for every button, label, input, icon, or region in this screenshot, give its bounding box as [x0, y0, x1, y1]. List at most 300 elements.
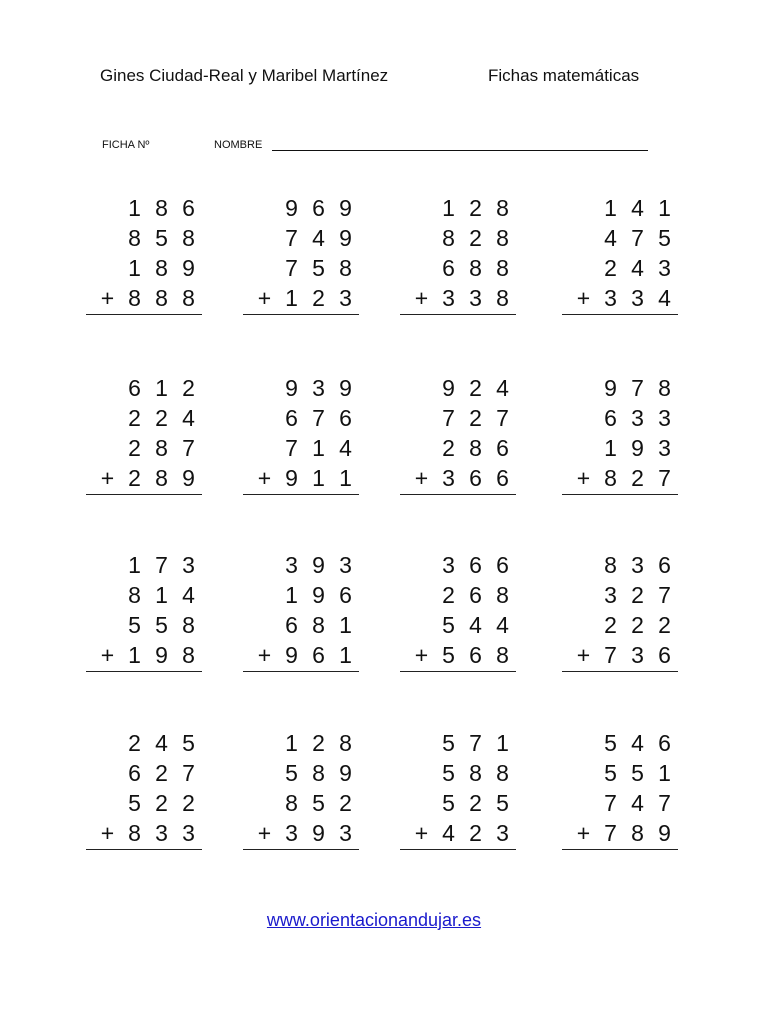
digit: 8 [155, 194, 168, 221]
digit: 3 [631, 284, 644, 311]
addition-problem [560, 550, 678, 672]
digit: 2 [128, 404, 141, 431]
digit: 6 [312, 194, 325, 221]
addend-row [84, 818, 202, 848]
digit: 4 [182, 581, 195, 608]
digit: 5 [442, 729, 455, 756]
digit: 5 [604, 759, 617, 786]
digit: 1 [155, 374, 168, 401]
digit: 4 [631, 194, 644, 221]
addend-row [241, 223, 359, 253]
digit: 6 [469, 551, 482, 578]
digit: 5 [312, 789, 325, 816]
digit: 3 [604, 581, 617, 608]
digit: 3 [339, 284, 352, 311]
digit: 6 [658, 729, 671, 756]
digit: 4 [339, 434, 352, 461]
digit: 1 [604, 434, 617, 461]
digit: 2 [604, 254, 617, 281]
digit: 6 [312, 641, 325, 668]
digit: 6 [658, 551, 671, 578]
addend-row [84, 640, 202, 670]
digit: 6 [285, 404, 298, 431]
digit: 2 [312, 284, 325, 311]
digit: 6 [469, 464, 482, 491]
digit: 8 [604, 464, 617, 491]
addend-row [84, 788, 202, 818]
addend-row [84, 610, 202, 640]
addend-row [398, 818, 516, 848]
digit: 4 [182, 404, 195, 431]
addend-row [241, 403, 359, 433]
author-names: Gines Ciudad-Real y Maribel Martínez [100, 66, 389, 85]
digit: 1 [312, 434, 325, 461]
addend-row [241, 818, 359, 848]
sum-line [400, 671, 516, 672]
digit: 1 [128, 254, 141, 281]
digit: 3 [155, 819, 168, 846]
digit: 9 [339, 224, 352, 251]
digit: 9 [285, 464, 298, 491]
digit: 3 [442, 284, 455, 311]
digit: 9 [312, 581, 325, 608]
digit: 8 [496, 581, 509, 608]
digit: 2 [128, 464, 141, 491]
digit: 8 [469, 759, 482, 786]
addend-row [84, 223, 202, 253]
plus-sign: + [576, 641, 591, 668]
digit: 7 [285, 224, 298, 251]
digit: 9 [285, 374, 298, 401]
addend-row [84, 758, 202, 788]
digit: 3 [496, 819, 509, 846]
plus-sign: + [576, 464, 591, 491]
addition-problem [84, 193, 202, 315]
digit: 4 [155, 729, 168, 756]
digit: 5 [442, 759, 455, 786]
digit: 8 [442, 224, 455, 251]
digit: 3 [658, 434, 671, 461]
addend-row [241, 433, 359, 463]
addition-problem [241, 550, 359, 672]
digit: 4 [631, 789, 644, 816]
digit: 2 [469, 819, 482, 846]
digit: 8 [339, 729, 352, 756]
addend-row [241, 758, 359, 788]
sum-line [562, 849, 678, 850]
digit: 1 [128, 641, 141, 668]
digit: 7 [285, 254, 298, 281]
plus-sign: + [257, 641, 272, 668]
digit: 8 [658, 374, 671, 401]
digit: 5 [496, 789, 509, 816]
addition-problem [398, 373, 516, 495]
digit: 6 [442, 254, 455, 281]
addend-row [560, 403, 678, 433]
digit: 7 [182, 434, 195, 461]
digit: 3 [312, 374, 325, 401]
digit: 8 [182, 611, 195, 638]
addition-problem [560, 728, 678, 850]
addend-row [560, 818, 678, 848]
addend-row [398, 640, 516, 670]
digit: 1 [339, 611, 352, 638]
addition-problem [398, 728, 516, 850]
digit: 2 [469, 194, 482, 221]
sum-line [400, 849, 516, 850]
digit: 3 [442, 551, 455, 578]
addend-row [241, 640, 359, 670]
digit: 6 [469, 641, 482, 668]
plus-sign: + [257, 464, 272, 491]
digit: 2 [631, 464, 644, 491]
digit: 5 [285, 759, 298, 786]
digit: 7 [469, 729, 482, 756]
addend-row [560, 433, 678, 463]
addend-row [241, 463, 359, 493]
digit: 6 [339, 404, 352, 431]
addend-row [398, 193, 516, 223]
digit: 2 [469, 789, 482, 816]
addend-row [398, 788, 516, 818]
addend-row [241, 728, 359, 758]
digit: 9 [339, 374, 352, 401]
digit: 2 [442, 581, 455, 608]
addend-row [84, 728, 202, 758]
digit: 3 [631, 404, 644, 431]
addend-row [398, 283, 516, 313]
digit: 9 [658, 819, 671, 846]
sum-line [562, 314, 678, 315]
addition-problem [398, 193, 516, 315]
addend-row [84, 433, 202, 463]
digit: 8 [182, 224, 195, 251]
digit: 7 [604, 789, 617, 816]
digit: 4 [496, 611, 509, 638]
digit: 2 [658, 611, 671, 638]
digit: 8 [469, 434, 482, 461]
addend-row [84, 580, 202, 610]
digit: 5 [442, 641, 455, 668]
addend-row [84, 463, 202, 493]
plus-sign: + [100, 284, 115, 311]
digit: 8 [155, 464, 168, 491]
digit: 2 [155, 404, 168, 431]
plus-sign: + [576, 284, 591, 311]
digit: 8 [604, 551, 617, 578]
addend-row [84, 373, 202, 403]
digit: 9 [339, 759, 352, 786]
sum-line [86, 671, 202, 672]
addition-problem [84, 550, 202, 672]
plus-sign: + [100, 464, 115, 491]
digit: 3 [339, 819, 352, 846]
digit: 8 [496, 641, 509, 668]
digit: 2 [182, 374, 195, 401]
addend-row [241, 253, 359, 283]
digit: 1 [155, 581, 168, 608]
plus-sign: + [100, 641, 115, 668]
addend-row [241, 610, 359, 640]
digit: 9 [182, 464, 195, 491]
digit: 8 [631, 819, 644, 846]
digit: 7 [658, 789, 671, 816]
digit: 7 [604, 641, 617, 668]
digit: 6 [128, 374, 141, 401]
sum-line [243, 849, 359, 850]
digit: 3 [658, 404, 671, 431]
digit: 7 [312, 404, 325, 431]
addend-row [560, 640, 678, 670]
plus-sign: + [100, 819, 115, 846]
digit: 8 [312, 759, 325, 786]
digit: 9 [312, 819, 325, 846]
digit: 5 [658, 224, 671, 251]
plus-sign: + [257, 284, 272, 311]
digit: 9 [285, 641, 298, 668]
digit: 1 [658, 194, 671, 221]
digit: 7 [442, 404, 455, 431]
digit: 8 [312, 611, 325, 638]
addend-row [560, 788, 678, 818]
digit: 8 [496, 224, 509, 251]
ficha-label: FICHA Nº [102, 139, 150, 151]
digit: 5 [442, 789, 455, 816]
addition-problem [398, 550, 516, 672]
nombre-label: NOMBRE [214, 139, 263, 151]
digit: 6 [339, 581, 352, 608]
digit: 2 [469, 224, 482, 251]
sum-line [243, 494, 359, 495]
digit: 7 [658, 464, 671, 491]
digit: 4 [658, 284, 671, 311]
digit: 2 [442, 434, 455, 461]
digit: 1 [312, 464, 325, 491]
digit: 2 [312, 729, 325, 756]
digit: 5 [442, 611, 455, 638]
digit: 3 [182, 819, 195, 846]
digit: 8 [339, 254, 352, 281]
addend-row [84, 283, 202, 313]
digit: 4 [312, 224, 325, 251]
digit: 5 [604, 729, 617, 756]
digit: 3 [604, 284, 617, 311]
plus-sign: + [257, 819, 272, 846]
addend-row [560, 728, 678, 758]
digit: 2 [604, 611, 617, 638]
digit: 2 [128, 729, 141, 756]
addend-row [84, 193, 202, 223]
digit: 6 [285, 611, 298, 638]
digit: 8 [128, 581, 141, 608]
addend-row [241, 550, 359, 580]
digit: 1 [604, 194, 617, 221]
plus-sign: + [414, 819, 429, 846]
digit: 3 [469, 284, 482, 311]
addend-row [84, 403, 202, 433]
addend-row [84, 550, 202, 580]
addend-row [241, 193, 359, 223]
digit: 3 [631, 551, 644, 578]
sum-line [562, 494, 678, 495]
digit: 1 [496, 729, 509, 756]
digit: 1 [658, 759, 671, 786]
addend-row [398, 253, 516, 283]
digit: 6 [469, 581, 482, 608]
digit: 7 [285, 434, 298, 461]
digit: 4 [469, 611, 482, 638]
digit: 2 [469, 404, 482, 431]
digit: 1 [285, 581, 298, 608]
digit: 8 [182, 641, 195, 668]
footer-link[interactable]: www.orientacionandujar.es [266, 910, 482, 930]
digit: 1 [128, 194, 141, 221]
digit: 7 [631, 224, 644, 251]
sum-line [86, 494, 202, 495]
sum-line [243, 671, 359, 672]
digit: 9 [285, 194, 298, 221]
digit: 9 [442, 374, 455, 401]
digit: 8 [496, 759, 509, 786]
digit: 6 [604, 404, 617, 431]
addend-row [398, 728, 516, 758]
digit: 4 [496, 374, 509, 401]
digit: 4 [631, 729, 644, 756]
digit: 5 [182, 729, 195, 756]
digit: 2 [128, 434, 141, 461]
addend-row [398, 373, 516, 403]
digit: 2 [631, 611, 644, 638]
digit: 8 [155, 434, 168, 461]
addend-row [84, 253, 202, 283]
digit: 6 [182, 194, 195, 221]
digit: 5 [128, 789, 141, 816]
digit: 2 [155, 759, 168, 786]
addend-row [560, 193, 678, 223]
digit: 8 [155, 254, 168, 281]
digit: 7 [658, 581, 671, 608]
digit: 9 [312, 551, 325, 578]
digit: 1 [339, 641, 352, 668]
digit: 8 [469, 254, 482, 281]
digit: 8 [182, 284, 195, 311]
digit: 8 [128, 819, 141, 846]
digit: 6 [496, 464, 509, 491]
digit: 6 [128, 759, 141, 786]
addend-row [398, 403, 516, 433]
digit: 8 [496, 254, 509, 281]
plus-sign: + [576, 819, 591, 846]
addend-row [560, 580, 678, 610]
digit: 6 [658, 641, 671, 668]
digit: 3 [631, 641, 644, 668]
addition-problem [241, 728, 359, 850]
digit: 5 [128, 611, 141, 638]
digit: 9 [155, 641, 168, 668]
digit: 3 [339, 551, 352, 578]
digit: 3 [658, 254, 671, 281]
digit: 5 [631, 759, 644, 786]
addition-problem [84, 373, 202, 495]
name-line [272, 150, 648, 151]
addition-problem [84, 728, 202, 850]
worksheet-subject: Fichas matemáticas [488, 66, 640, 85]
sum-line [400, 494, 516, 495]
digit: 1 [285, 729, 298, 756]
digit: 3 [285, 551, 298, 578]
digit: 3 [442, 464, 455, 491]
digit: 2 [182, 789, 195, 816]
addend-row [398, 758, 516, 788]
addend-row [241, 283, 359, 313]
plus-sign: + [414, 464, 429, 491]
sum-line [86, 314, 202, 315]
digit: 9 [604, 374, 617, 401]
addend-row [241, 580, 359, 610]
digit: 1 [442, 194, 455, 221]
addend-row [560, 610, 678, 640]
digit: 8 [496, 284, 509, 311]
digit: 1 [339, 464, 352, 491]
digit: 9 [631, 434, 644, 461]
digit: 8 [128, 284, 141, 311]
addend-row [398, 550, 516, 580]
plus-sign: + [414, 641, 429, 668]
digit: 5 [312, 254, 325, 281]
addend-row [560, 283, 678, 313]
addend-row [398, 223, 516, 253]
digit: 1 [128, 551, 141, 578]
digit: 1 [285, 284, 298, 311]
digit: 6 [496, 434, 509, 461]
digit: 3 [285, 819, 298, 846]
digit: 8 [128, 224, 141, 251]
addition-problem [560, 193, 678, 315]
addend-row [398, 433, 516, 463]
digit: 4 [631, 254, 644, 281]
digit: 2 [339, 789, 352, 816]
addend-row [560, 253, 678, 283]
sum-line [400, 314, 516, 315]
digit: 8 [285, 789, 298, 816]
digit: 7 [631, 374, 644, 401]
addend-row [241, 788, 359, 818]
digit: 5 [155, 611, 168, 638]
addition-problem [560, 373, 678, 495]
digit: 9 [339, 194, 352, 221]
digit: 2 [631, 581, 644, 608]
digit: 4 [442, 819, 455, 846]
digit: 9 [182, 254, 195, 281]
addend-row [560, 373, 678, 403]
sum-line [86, 849, 202, 850]
addend-row [398, 580, 516, 610]
addend-row [560, 550, 678, 580]
digit: 7 [604, 819, 617, 846]
digit: 7 [155, 551, 168, 578]
digit: 6 [496, 551, 509, 578]
addition-problem [241, 373, 359, 495]
addend-row [560, 223, 678, 253]
addend-row [398, 610, 516, 640]
digit: 2 [155, 789, 168, 816]
digit: 8 [496, 194, 509, 221]
digit: 7 [182, 759, 195, 786]
plus-sign: + [414, 284, 429, 311]
addend-row [398, 463, 516, 493]
digit: 3 [182, 551, 195, 578]
digit: 7 [496, 404, 509, 431]
